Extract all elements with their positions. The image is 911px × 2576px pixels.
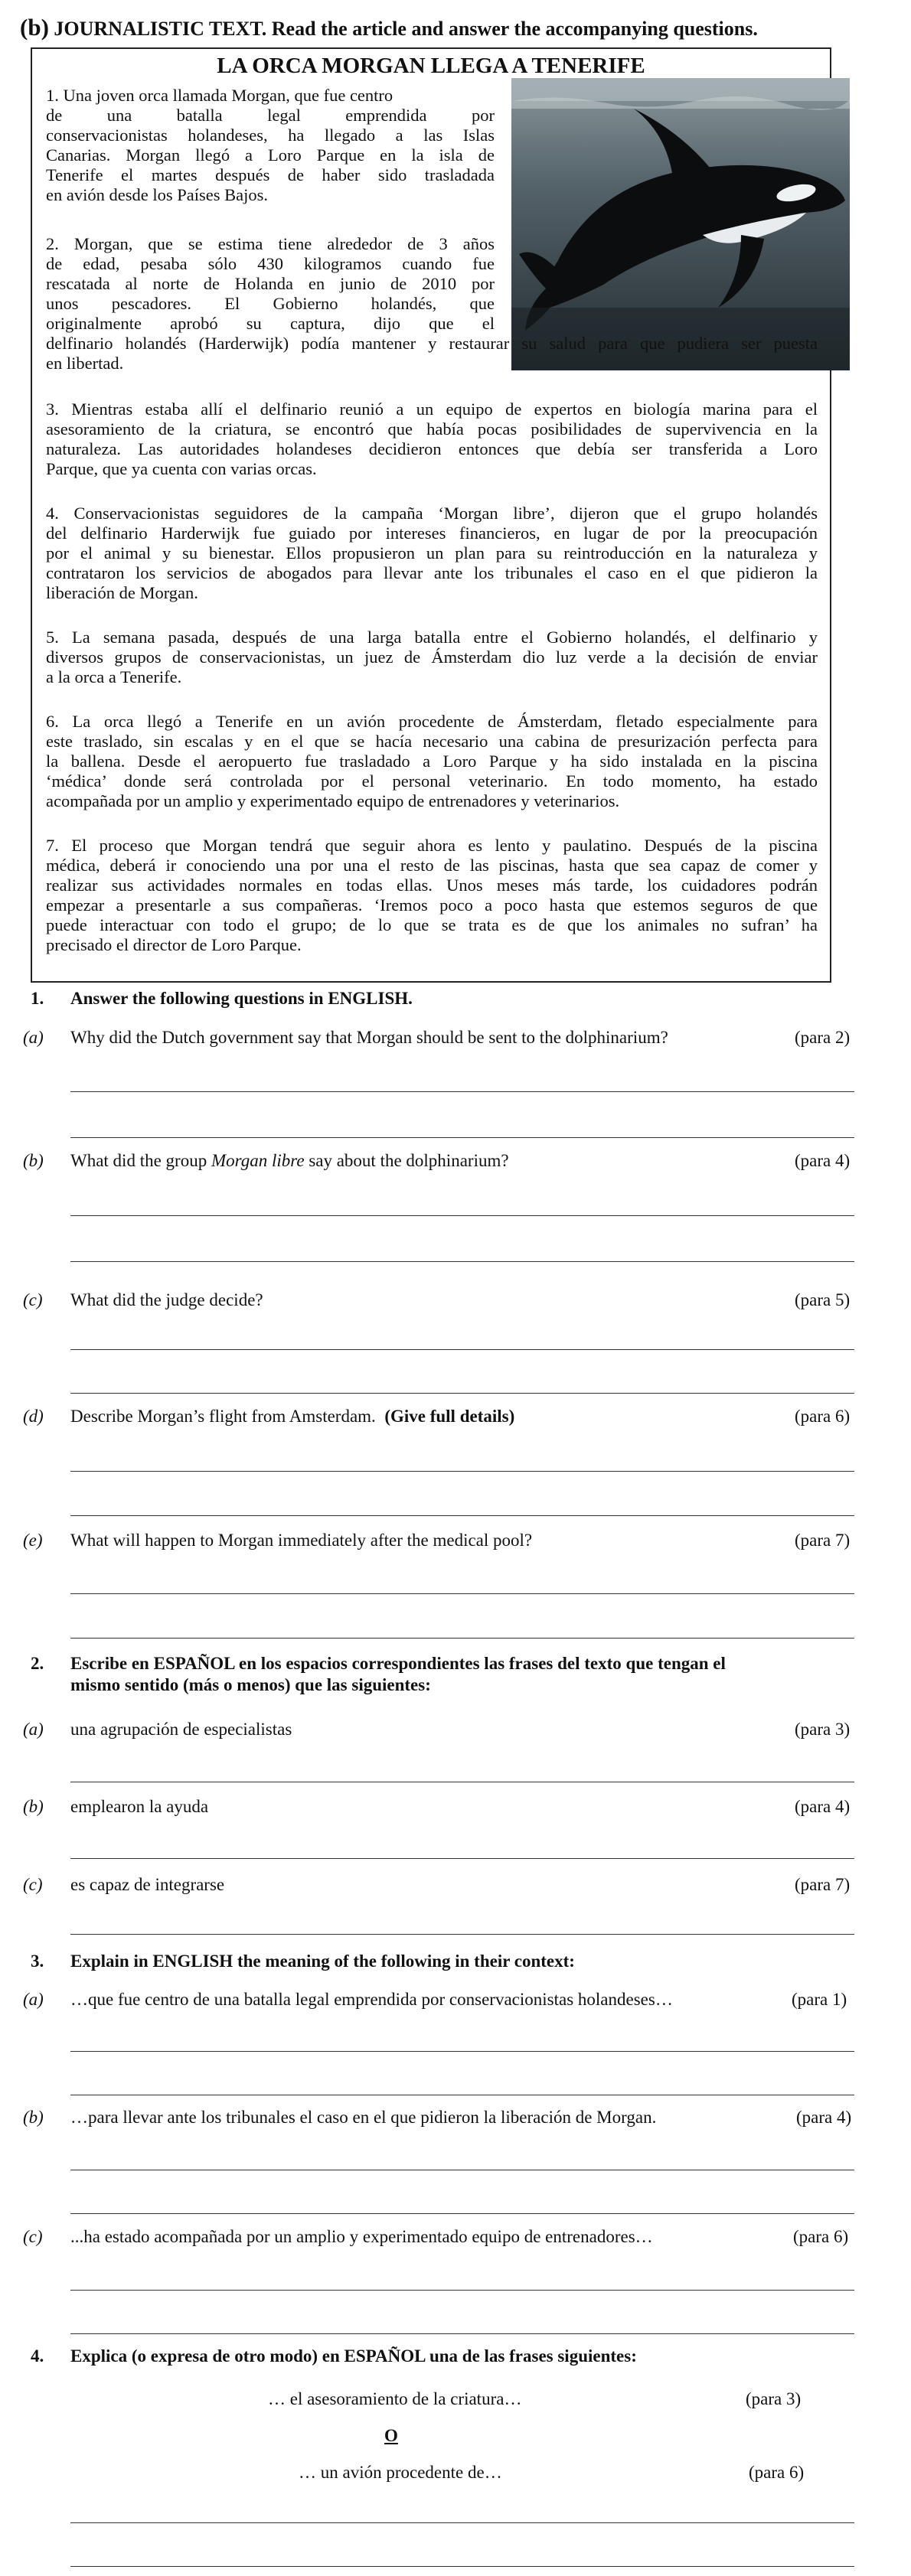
article-paragraph-7: [46, 836, 818, 955]
q1b-text: [70, 1151, 509, 1171]
para-line: contrataron los servicios de abogados para llevar ante los tribunales el caso en el que pidieron la: [46, 563, 818, 582]
para-line: acompañada por un amplio y experimentado equipo de entrenadores y veterinarios.: [46, 791, 620, 810]
answer-line[interactable]: [70, 2051, 854, 2052]
para-line: 5. La semana pasada, después de una larga batalla entre el Gobierno holandés, el delfinario y: [46, 628, 818, 647]
q1b-text-before: What did the group: [70, 1151, 211, 1170]
para-line: Canarias. Morgan llegó a Loro Parque en la isla de: [46, 145, 495, 165]
q3b-letter: (b): [23, 2108, 44, 2127]
para-line: Parque, que ya cuenta con varias orcas.: [46, 459, 317, 478]
para-line: 7. El proceso que Morgan tendrá que seguir ahora es lento y paulatino. Después de la piscina: [46, 836, 818, 855]
para-line: asesoramiento de la criatura, se encontró que había pocas posibilidades de supervivencia en la: [46, 419, 818, 439]
q1b-text-after: say about the dolphinarium?: [304, 1151, 509, 1170]
q2-number: 2.: [31, 1654, 44, 1673]
article-paragraph-2-cont: [46, 334, 818, 373]
answer-line[interactable]: [70, 2333, 854, 2334]
article-paragraph-1: [46, 86, 495, 205]
para-line: 1. Una joven orca llamada Morgan, que fue centro: [46, 86, 393, 105]
q2a-letter: (a): [23, 1720, 44, 1739]
q1e-text: What will happen to Morgan immediately after the medical pool?: [70, 1531, 533, 1550]
q4-option1-ref: (para 3): [746, 2389, 802, 2408]
para-line: 2. Morgan, que se estima tiene alrededor de 3 años: [46, 234, 495, 253]
q1e-ref: (para 7): [795, 1531, 851, 1550]
para-line: 4. Conservacionistas seguidores de la campaña ‘Morgan libre’, dijeron que el grupo holandés: [46, 504, 818, 523]
answer-line[interactable]: [70, 1471, 854, 1472]
para-line: originalmente aprobó su captura, dijo que el: [46, 314, 495, 333]
answer-line[interactable]: [70, 1858, 854, 1859]
q4-option1-text: … el asesoramiento de la criatura…: [268, 2389, 522, 2408]
q1b-ref: (para 4): [795, 1151, 851, 1170]
para-line: 3. Mientras estaba allí el delfinario reunió a un equipo de expertos en biología marina para el: [46, 399, 818, 419]
q1d-text-main: Describe Morgan’s flight from Amsterdam.: [70, 1407, 376, 1426]
answer-line[interactable]: [70, 1515, 854, 1516]
article-paragraph-5: [46, 628, 818, 687]
q3-instruction: Explain in ENGLISH the meaning of the following in their context:: [70, 1952, 575, 1971]
answer-line[interactable]: [70, 1349, 854, 1350]
para-line: empezar a presentarle a sus compañeras. ‘Iremos poco a poco hasta que estemos seguros de que: [46, 895, 818, 915]
para-line: Tenerife el martes después de haber sido trasladada: [46, 165, 495, 184]
para-line: unos pescadores. El Gobierno holandés, que: [46, 294, 495, 313]
para-line: liberación de Morgan.: [46, 583, 198, 602]
answer-line[interactable]: [70, 1593, 854, 1594]
answer-line[interactable]: [70, 2290, 854, 2291]
article-paragraph-6: [46, 712, 818, 811]
para-line: por el animal y su bienestar. Ellos propusieron un plan para su reintroducción en la naturaleza y: [46, 543, 818, 562]
para-line: naturaleza. Las autoridades holandeses decidieron entonces que debía ser transferida a Loro: [46, 439, 818, 458]
q1c-ref: (para 5): [795, 1290, 851, 1309]
q1a-ref: (para 2): [795, 1028, 851, 1047]
q3c-letter: (c): [23, 2227, 43, 2246]
para-line: delfinario holandés (Harderwijk) podía mantener y restaurar su salud para que pudiera ser puesta: [46, 334, 818, 353]
q1c-letter: (c): [23, 1290, 43, 1309]
q1c-text: What did the judge decide?: [70, 1290, 263, 1309]
orca-image: [511, 78, 850, 370]
q4-number: 4.: [31, 2346, 44, 2366]
answer-line[interactable]: [70, 1215, 854, 1216]
q4-option2-ref: (para 6): [749, 2463, 805, 2482]
para-line: de una batalla legal emprendida por: [46, 106, 495, 125]
article-box: [31, 47, 831, 983]
para-line: a la orca a Tenerife.: [46, 667, 182, 686]
answer-line[interactable]: [70, 1934, 854, 1935]
q1d-text-bold: (Give full details): [384, 1407, 515, 1426]
q2a-text: una agrupación de especialistas: [70, 1720, 292, 1739]
section-instruction: JOURNALISTIC TEXT. Read the article and answer the accompanying questions.: [54, 18, 758, 40]
q4-instruction: Explica (o expresa de otro modo) en ESPAÑOL una de las frases siguientes:: [70, 2346, 637, 2366]
article-title: LA ORCA MORGAN LLEGA A TENERIFE: [217, 54, 645, 78]
para-line: médica, deberá ir conociendo una por una el resto de las piscinas, hasta que sea capaz de comer y: [46, 856, 818, 875]
answer-line[interactable]: [70, 1393, 854, 1394]
q2-instruction-line2: mismo sentido (más o menos) que las siguientes:: [70, 1675, 431, 1694]
q3c-text: ...ha estado acompañada por un amplio y experimentado equipo de entrenadores…: [70, 2227, 653, 2246]
para-line: este traslado, sin escalas y en el que se hacía necesario una cabina de presurización perfecta para: [46, 732, 818, 751]
q4-option2-text: … un avión procedente de…: [299, 2463, 502, 2482]
q3b-ref: (para 4): [796, 2108, 852, 2127]
para-line: en libertad.: [46, 354, 124, 373]
para-line: ‘médica’ donde será controlada por el personal veterinario. En todo momento, ha estado: [46, 771, 818, 791]
para-line: del delfinario Harderwijk fue guiado por intereses financieros, en lugar de por la preocupación: [46, 523, 818, 543]
article-paragraph-4: [46, 504, 818, 603]
q1e-letter: (e): [23, 1531, 43, 1550]
para-line: 6. La orca llegó a Tenerife en un avión procedente de Ámsterdam, fletado especialmente para: [46, 712, 818, 731]
q3a-letter: (a): [23, 1990, 44, 2009]
para-line: conservacionistas holandeses, ha llegado a las Islas: [46, 126, 495, 145]
q3-number: 3.: [31, 1952, 44, 1971]
q2c-text: es capaz de integrarse: [70, 1875, 225, 1894]
para-line: diversos grupos de conservacionistas, un juez de Ámsterdam dio luz verde a la decisión de enviar: [46, 647, 818, 667]
answer-line[interactable]: [70, 2566, 854, 2567]
q3c-ref: (para 6): [793, 2227, 849, 2246]
para-line: puede interactuar con todo el grupo; de lo que se trata es de que los animales no sufran’ ha: [46, 915, 818, 934]
para-line: precisado el director de Loro Parque.: [46, 935, 302, 954]
q1-number: 1.: [31, 989, 44, 1008]
article-paragraph-3: [46, 399, 818, 479]
q2b-text: emplearon la ayuda: [70, 1797, 209, 1816]
q3b-text: …para llevar ante los tribunales el caso en el que pidieron la liberación de Morgan.: [70, 2108, 657, 2127]
answer-line[interactable]: [70, 1091, 854, 1092]
q4-or-label: O: [384, 2426, 398, 2445]
q1a-letter: (a): [23, 1028, 44, 1047]
q1b-letter: (b): [23, 1151, 44, 1170]
orca-photo: [511, 78, 850, 370]
q3a-ref: (para 1): [792, 1990, 847, 2009]
q2b-ref: (para 4): [795, 1797, 851, 1816]
q1d-letter: (d): [23, 1407, 44, 1426]
answer-line[interactable]: [70, 1261, 854, 1262]
q1-instruction: Answer the following questions in ENGLISH.: [70, 989, 413, 1008]
answer-line[interactable]: [70, 1638, 854, 1639]
para-line: en avión desde los Países Bajos.: [46, 185, 268, 204]
para-line: rescatada al norte de Holanda en junio de 2010 por: [46, 274, 495, 293]
q1d-text: [70, 1407, 514, 1427]
answer-line[interactable]: [70, 2213, 854, 2214]
article-paragraph-2: [46, 234, 495, 334]
q1a-text: Why did the Dutch government say that Morgan should be sent to the dolphinarium?: [70, 1028, 668, 1047]
para-line: realizar sus actividades normales en todas ellas. Unos meses más tarde, los cuidadores podrán: [46, 876, 818, 895]
section-letter: (b): [20, 14, 49, 41]
answer-line[interactable]: [70, 2522, 854, 2523]
para-line: la ballena. Desde el aeropuerto fue trasladado a Loro Parque y ha sido instalada en la piscina: [46, 752, 818, 771]
section-heading: [20, 14, 758, 41]
q2a-ref: (para 3): [795, 1720, 851, 1739]
answer-line[interactable]: [70, 1137, 854, 1138]
q1d-ref: (para 6): [795, 1407, 851, 1426]
q1b-text-italic: Morgan libre: [211, 1151, 305, 1170]
q3a-text: …que fue centro de una batalla legal emprendida por conservacionistas holandeses…: [70, 1990, 673, 2009]
para-line: de edad, pesaba sólo 430 kilogramos cuando fue: [46, 254, 495, 273]
q2-instruction-line1: Escribe en ESPAÑOL en los espacios correspondientes las frases del texto que tengan el: [70, 1654, 726, 1673]
q2c-letter: (c): [23, 1875, 43, 1894]
q2c-ref: (para 7): [795, 1875, 851, 1894]
q2b-letter: (b): [23, 1797, 44, 1816]
